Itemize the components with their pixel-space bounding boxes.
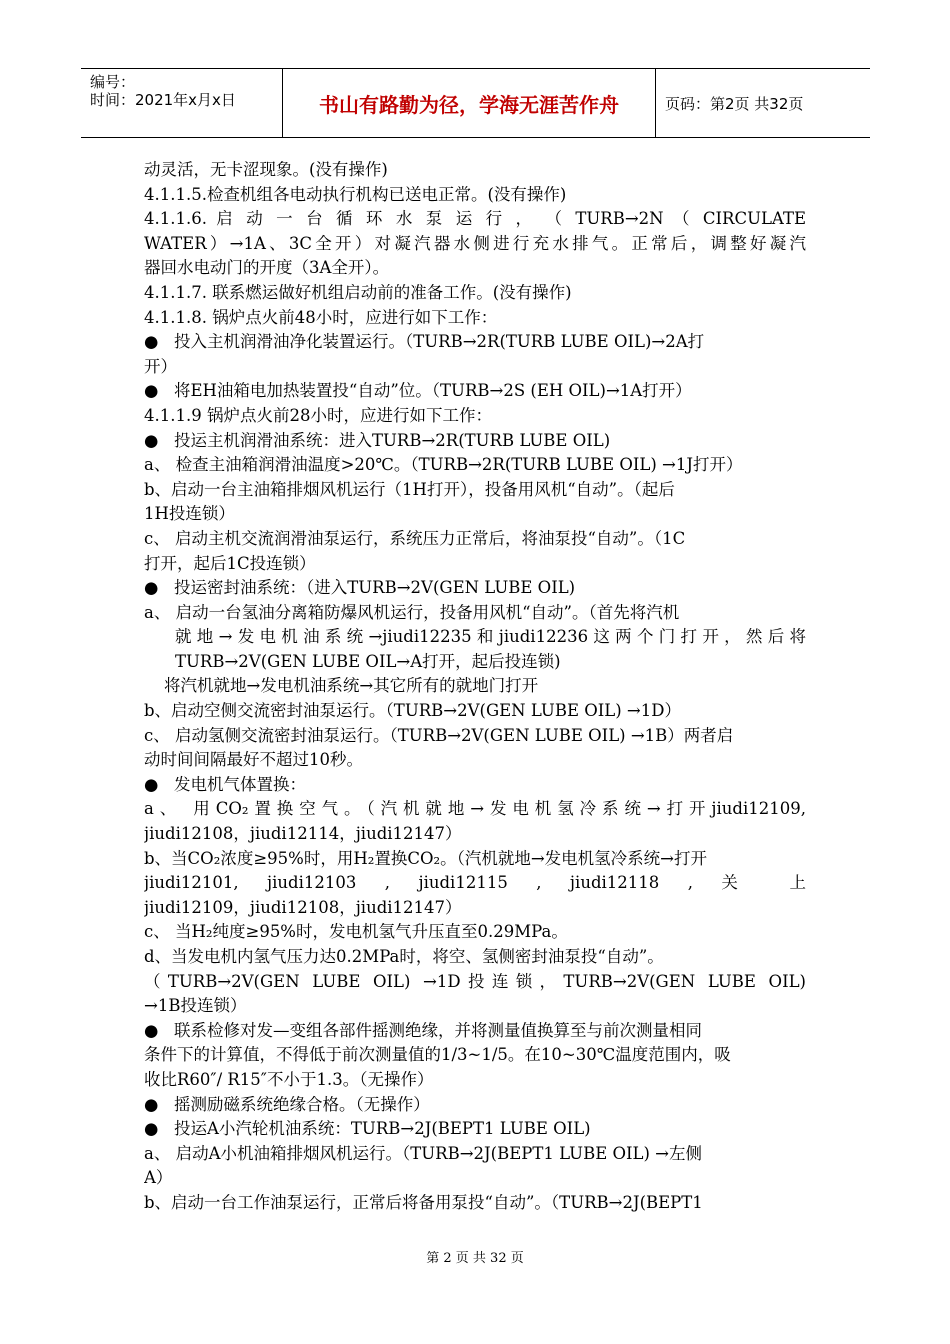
bullet-icon: ● bbox=[144, 430, 159, 450]
bullet-item bbox=[144, 379, 806, 404]
body-line: c、 启动主机交流润滑油泵运行，系统压力正常后，将油泵投“自动”。（1C bbox=[144, 528, 686, 548]
body-line: 条件下的计算值，不得低于前次测量值的1/3~1/5。在10~30℃温度范围内，吸 bbox=[144, 1045, 731, 1065]
body-line: a、 启动A小机油箱排烟风机运行。（TURB→2J(BEPT1 LUBE OIL) →左侧 bbox=[144, 1143, 702, 1163]
document-time-label: 时间：2021年x月x日 bbox=[90, 91, 236, 109]
bullet-item bbox=[144, 1117, 806, 1142]
document-number-label: 编号： bbox=[90, 73, 136, 91]
body-line: WATER）→1A、3C全开）对凝汽器水侧进行充水排气。正常后，调整好凝汽 bbox=[144, 233, 806, 253]
body-line: （TURB→2V(GEN LUBE OIL) →1D投连锁，TURB→2V(GEN LUBE OIL) bbox=[144, 971, 806, 991]
bullet-icon: ● bbox=[144, 774, 159, 794]
body-line: →1B投连锁） bbox=[144, 996, 247, 1016]
bullet-icon: ● bbox=[144, 578, 159, 598]
body-line: 1H投连锁） bbox=[144, 504, 235, 524]
body-line-text: 发电机气体置换： bbox=[174, 774, 306, 794]
body-line: 4.1.1.5.检查机组各电动执行机构已送电正常。(没有操作) bbox=[144, 184, 567, 204]
body-line: 器回水电动门的开度（3A全开）。 bbox=[144, 258, 390, 278]
bullet-item bbox=[144, 429, 806, 454]
bullet-item bbox=[144, 1019, 806, 1044]
body-line: a、 启动一台氢油分离箱防爆风机运行，投备用风机“自动”。（首先将汽机 bbox=[144, 602, 680, 622]
body-line: d、当发电机内氢气压力达0.2MPa时，将空、氢侧密封油泵投“自动”。 bbox=[144, 947, 664, 966]
bullet-item bbox=[144, 1093, 806, 1118]
body-line: jiudi12101, jiudi12103 , jiudi12115 , jiudi12118 , 关 上 bbox=[144, 873, 806, 893]
header-motto-cell bbox=[283, 69, 656, 137]
body-line: jiudi12109，jiudi12108，jiudi12147） bbox=[144, 897, 462, 917]
header-motto: 书山有路勤为径，学海无涯苦作舟 bbox=[319, 92, 619, 117]
body-line: 开） bbox=[144, 356, 177, 376]
body-line: 4.1.1.8. 锅炉点火前48小时，应进行如下工作： bbox=[144, 307, 498, 327]
body-line: 4.1.1.9 锅炉点火前28小时，应进行如下工作： bbox=[144, 405, 492, 425]
body-line-text: 投运A小汽轮机油系统：TURB→2J(BEPT1 LUBE OIL) bbox=[174, 1119, 591, 1139]
body-line: TURB→2V(GEN LUBE OIL→A打开，起后投连锁) bbox=[175, 651, 561, 671]
page-footer: 第 2 页 共 32 页 bbox=[426, 1251, 524, 1266]
header-page-cell bbox=[656, 69, 870, 137]
bullet-icon: ● bbox=[144, 381, 159, 401]
body-line: a、 用CO₂置换空气。（汽机就地→发电机氢冷系统→打开jiudi12109, bbox=[144, 799, 806, 819]
body-line: b、启动一台主油箱排烟风机运行（1H打开），投备用风机“自动”。（起后 bbox=[144, 479, 675, 499]
bullet-icon: ● bbox=[144, 1119, 159, 1139]
document-body bbox=[144, 158, 806, 1216]
body-line: b、启动空侧交流密封油泵运行。（TURB→2V(GEN LUBE OIL) →1D） bbox=[144, 701, 681, 721]
body-line-text: 投运密封油系统：（进入TURB→2V(GEN LUBE OIL) bbox=[174, 578, 576, 598]
body-line: 动灵活，无卡涩现象。(没有操作) bbox=[144, 160, 388, 179]
body-line-text: 投运主机润滑油系统：进入TURB→2R(TURB LUBE OIL) bbox=[174, 430, 611, 450]
body-line: c、 当H₂纯度≥95%时，发电机氢气升压直至0.29MPa。 bbox=[144, 922, 568, 942]
body-line: jiudi12108，jiudi12114，jiudi12147） bbox=[144, 824, 462, 844]
page-header bbox=[81, 68, 870, 138]
body-line: 4.1.1.7. 联系燃运做好机组启动前的准备工作。(没有操作) bbox=[144, 282, 572, 302]
header-page-code: 页码：第2页 共32页 bbox=[665, 94, 804, 113]
body-line: b、当CO₂浓度≥95%时，用H₂置换CO₂。（汽机就地→发电机氢冷系统→打开 bbox=[144, 848, 707, 868]
body-line-text: 将EH油箱电加热装置投“自动”位。（TURB→2S (EH OIL)→1A打开） bbox=[174, 381, 692, 401]
body-line: A） bbox=[144, 1168, 173, 1188]
bullet-item bbox=[144, 330, 806, 355]
body-line-text: 摇测励磁系统绝缘合格。（无操作） bbox=[174, 1094, 430, 1114]
bullet-item bbox=[144, 576, 806, 601]
body-line: 就地→发电机油系统→jiudi12235和jiudi12236这两个门打开，然后将 bbox=[175, 627, 806, 647]
body-line: a、 检查主油箱润滑油温度>20℃。（TURB→2R(TURB LUBE OIL) →1J打开） bbox=[144, 455, 743, 475]
bullet-icon: ● bbox=[144, 1094, 159, 1114]
body-line: b、启动一台工作油泵运行，正常后将备用泵投“自动”。（TURB→2J(BEPT1 bbox=[144, 1192, 703, 1212]
bullet-icon: ● bbox=[144, 332, 159, 352]
body-line: c、 启动氢侧交流密封油泵运行。（TURB→2V(GEN LUBE OIL) →1B）两者启 bbox=[144, 725, 734, 745]
bullet-icon: ● bbox=[144, 1020, 159, 1040]
body-line: 收比R60″/ R15″不小于1.3。（无操作） bbox=[144, 1069, 434, 1089]
header-info-cell bbox=[81, 69, 283, 137]
body-line: 打开，起后1C投连锁） bbox=[144, 553, 316, 573]
body-line: 4.1.1.6. 启 动 一 台 循 环 水 泵 运 行 ， （ TURB→2N （ CIRCULATE bbox=[144, 209, 806, 229]
body-line: 将汽机就地→发电机油系统→其它所有的就地门打开 bbox=[164, 676, 539, 696]
body-line-text: 投入主机润滑油净化装置运行。（TURB→2R(TURB LUBE OIL)→2A打 bbox=[174, 332, 705, 352]
bullet-item bbox=[144, 773, 806, 798]
body-line-text: 联系检修对发—变组各部件摇测绝缘，并将测量值换算至与前次测量相同 bbox=[174, 1020, 702, 1040]
body-line: 动时间间隔最好不超过10秒。 bbox=[144, 750, 363, 770]
